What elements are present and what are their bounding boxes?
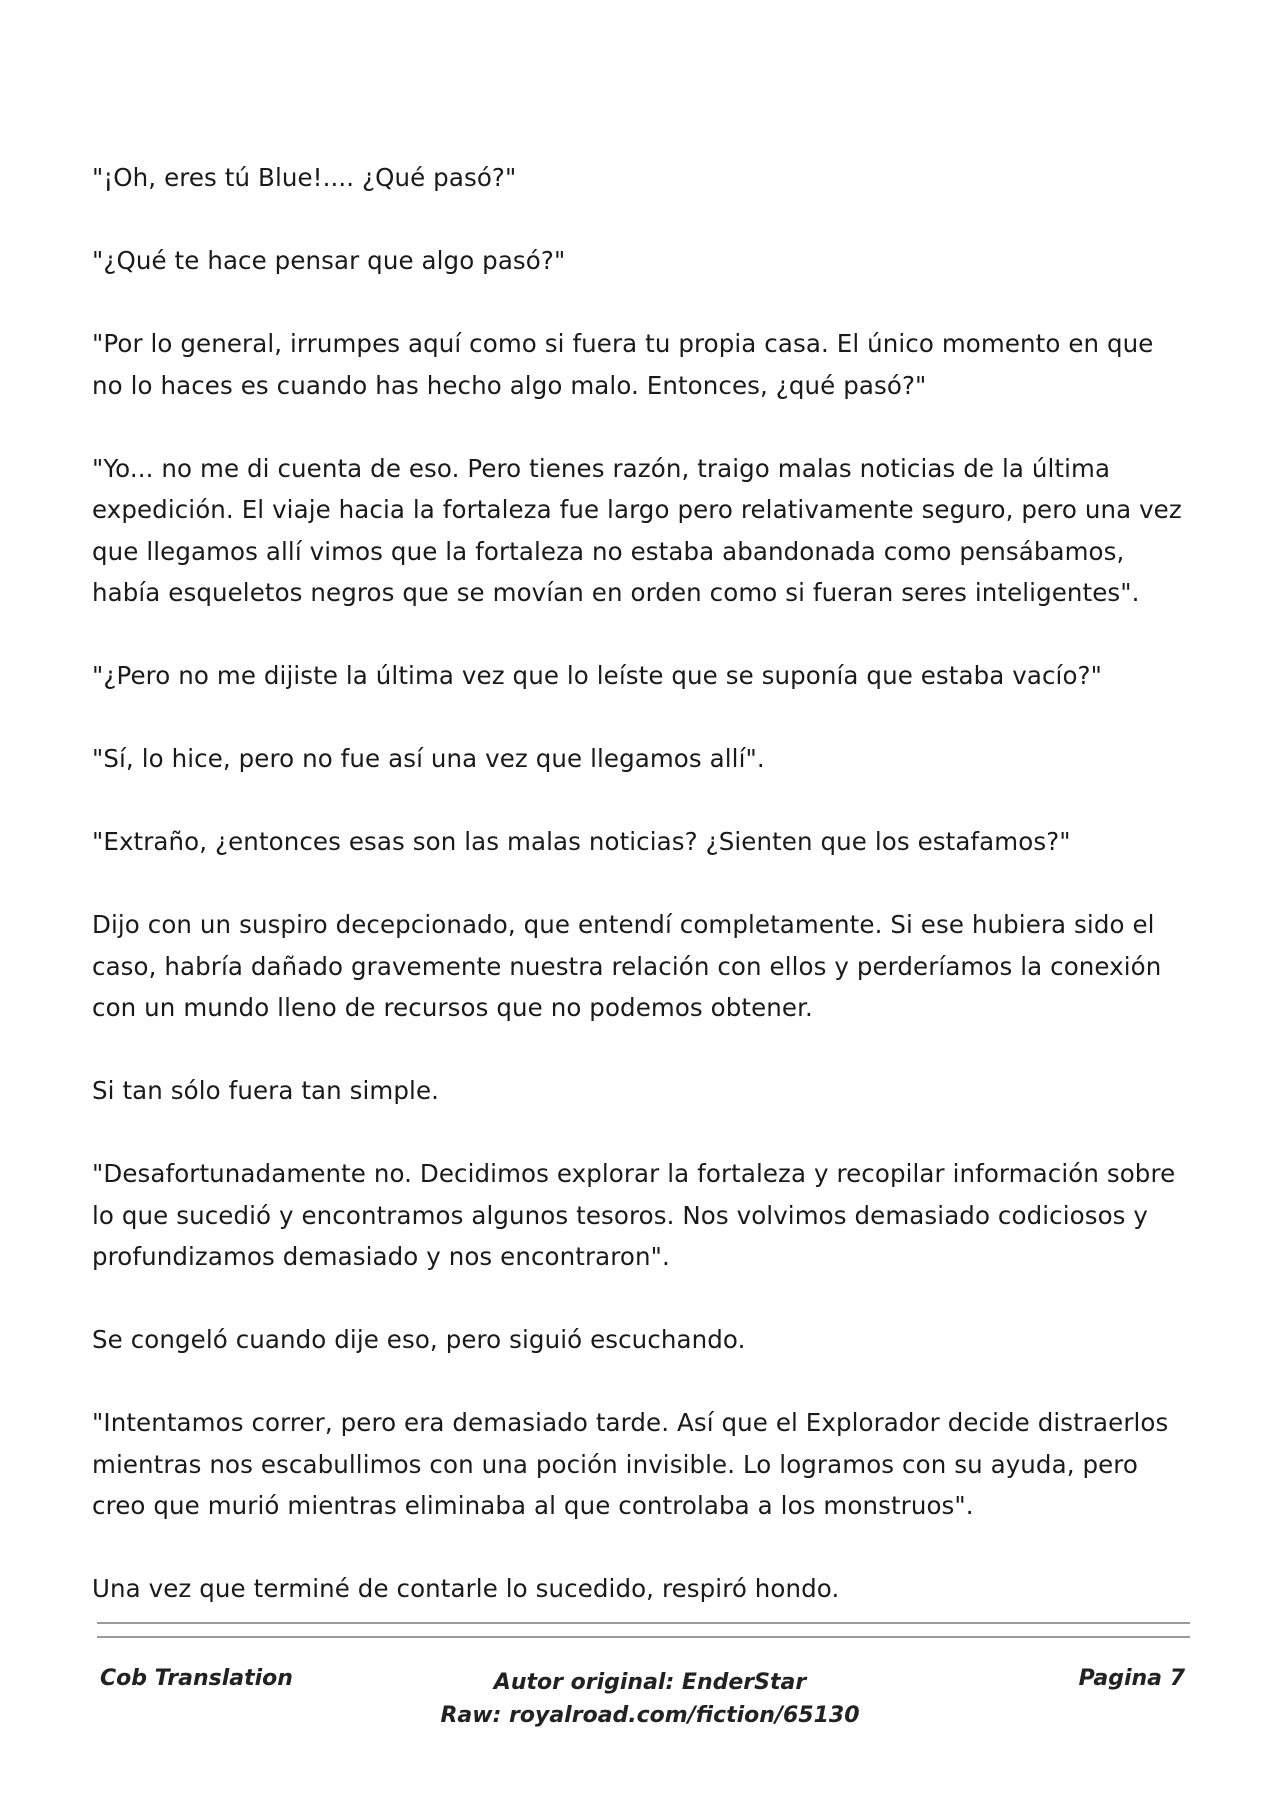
footer-raw-source: Raw: royalroad.com/fiction/65130 — [440, 1703, 860, 1728]
paragraph: Dijo con un suspiro decepcionado, que entendí completamente. Si ese hubiera sido el caso, habría dañado gravemente nuestra relación con ellos y perderíamos la conexión con un mundo lleno de recursos que no podemos obtener. — [92, 910, 1162, 1022]
footer-page-number: Pagina 7 — [1078, 1666, 1185, 1691]
footer-divider-bottom — [97, 1636, 1190, 1638]
paragraph: "Sí, lo hice, pero no fue así una vez que llegamos allí". — [92, 744, 765, 773]
paragraph: Si tan sólo fuera tan simple. — [92, 1076, 440, 1105]
paragraph: "Extraño, ¿entonces esas son las malas noticias? ¿Sienten que los estafamos?" — [92, 827, 1071, 856]
paragraph: "¿Qué te hace pensar que algo pasó?" — [92, 246, 566, 275]
paragraph: "¿Pero no me dijiste la última vez que lo leíste que se suponía que estaba vacío?" — [92, 661, 1103, 690]
footer-translator: Cob Translation — [100, 1666, 293, 1691]
paragraph: "¡Oh, eres tú Blue!.... ¿Qué pasó?" — [92, 163, 517, 192]
footer-author: Autor original: EnderStar — [493, 1670, 807, 1695]
paragraph: Se congeló cuando dije eso, pero siguió escuchando. — [92, 1325, 746, 1354]
footer-credits — [440, 1666, 860, 1732]
paragraph: Una vez que terminé de contarle lo sucedido, respiró hondo. — [92, 1574, 840, 1603]
paragraph: "Intentamos correr, pero era demasiado tarde. Así que el Explorador decide distraerlos mientras nos escabullimos con una poción invisible. Lo logramos con su ayuda, pero creo que murió mientras eliminaba al que controlaba a los monstruos". — [92, 1408, 1169, 1520]
paragraph: "Desafortunadamente no. Decidimos explorar la fortaleza y recopilar información sobre lo que sucedió y encontramos algunos tesoros. Nos volvimos demasiado codiciosos y profundizamos demasiado y nos encontraron". — [92, 1159, 1176, 1271]
paragraph: "Por lo general, irrumpes aquí como si fuera tu propia casa. El único momento en que no lo haces es cuando has hecho algo malo. Entonces, ¿qué pasó?" — [92, 329, 1154, 400]
footer-divider-top — [97, 1622, 1190, 1624]
body-text — [92, 157, 1192, 1651]
paragraph: "Yo... no me di cuenta de eso. Pero tienes razón, traigo malas noticias de la última expedición. El viaje hacia la fortaleza fue largo pero relativamente seguro, pero una vez que llegamos allí vimos que la fortaleza no estaba abandonada como pensábamos, había esqueletos negros que se movían en orden como si fueran seres inteligentes". — [92, 453, 1182, 607]
